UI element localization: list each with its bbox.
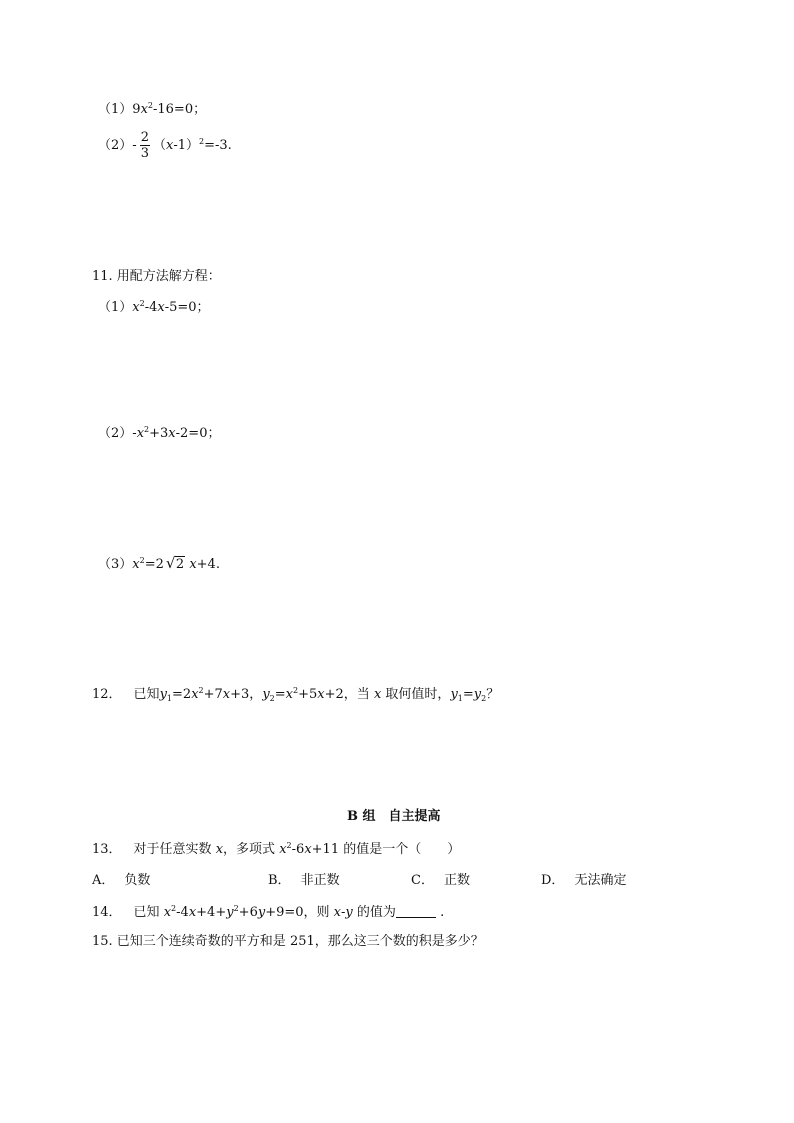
group-b-heading: B 组 自主提高 bbox=[347, 809, 441, 824]
fraction-two-thirds: $\frac{2}{3}$ bbox=[140, 130, 149, 161]
q11-part3: $(3)x^2=2$ √ 2 x+4. bbox=[98, 554, 220, 572]
q13-option-a: A． 负数 bbox=[92, 873, 151, 888]
q15-text: 15. 已知三个连续奇数的平方和是 251，那么这三个数的积是多少？ bbox=[92, 934, 484, 949]
q11-part2: $(2)-x^2+3x-2=0$； bbox=[98, 425, 221, 441]
q10-part1: $(1)9x^2-16=0$； bbox=[98, 101, 207, 117]
q10-part2: （2）- $\frac{2}{3}$ $(x-1)^2=-3$. bbox=[98, 130, 232, 161]
q13-option-c: C． 正数 bbox=[411, 873, 470, 888]
answer-blank[interactable] bbox=[396, 904, 436, 918]
q14-text: 14． 已知 $x^2-4x+4+y^2+6y+9=0$，则 x-y 的值为 . bbox=[92, 904, 445, 920]
q13-option-b: B． 非正数 bbox=[268, 873, 340, 888]
q11-title: 11. 用配方法解方程： bbox=[92, 269, 221, 284]
q11-part1: $(1)x^2-4x-5=0$； bbox=[98, 299, 210, 315]
q13-option-d: D． 无法确定 bbox=[541, 873, 627, 888]
q12-text: 12． 已知$y_1=2x^2+7x+3$，$y_2=x^2+5x+2$，当 x 取何值时，$y_1=y_2$？ bbox=[92, 686, 500, 703]
sqrt-two: √ 2 bbox=[165, 554, 185, 572]
q13-text: 13． 对于任意实数 x，多项式 $x^2-6x+11$ 的值是一个（ ） bbox=[92, 841, 461, 857]
